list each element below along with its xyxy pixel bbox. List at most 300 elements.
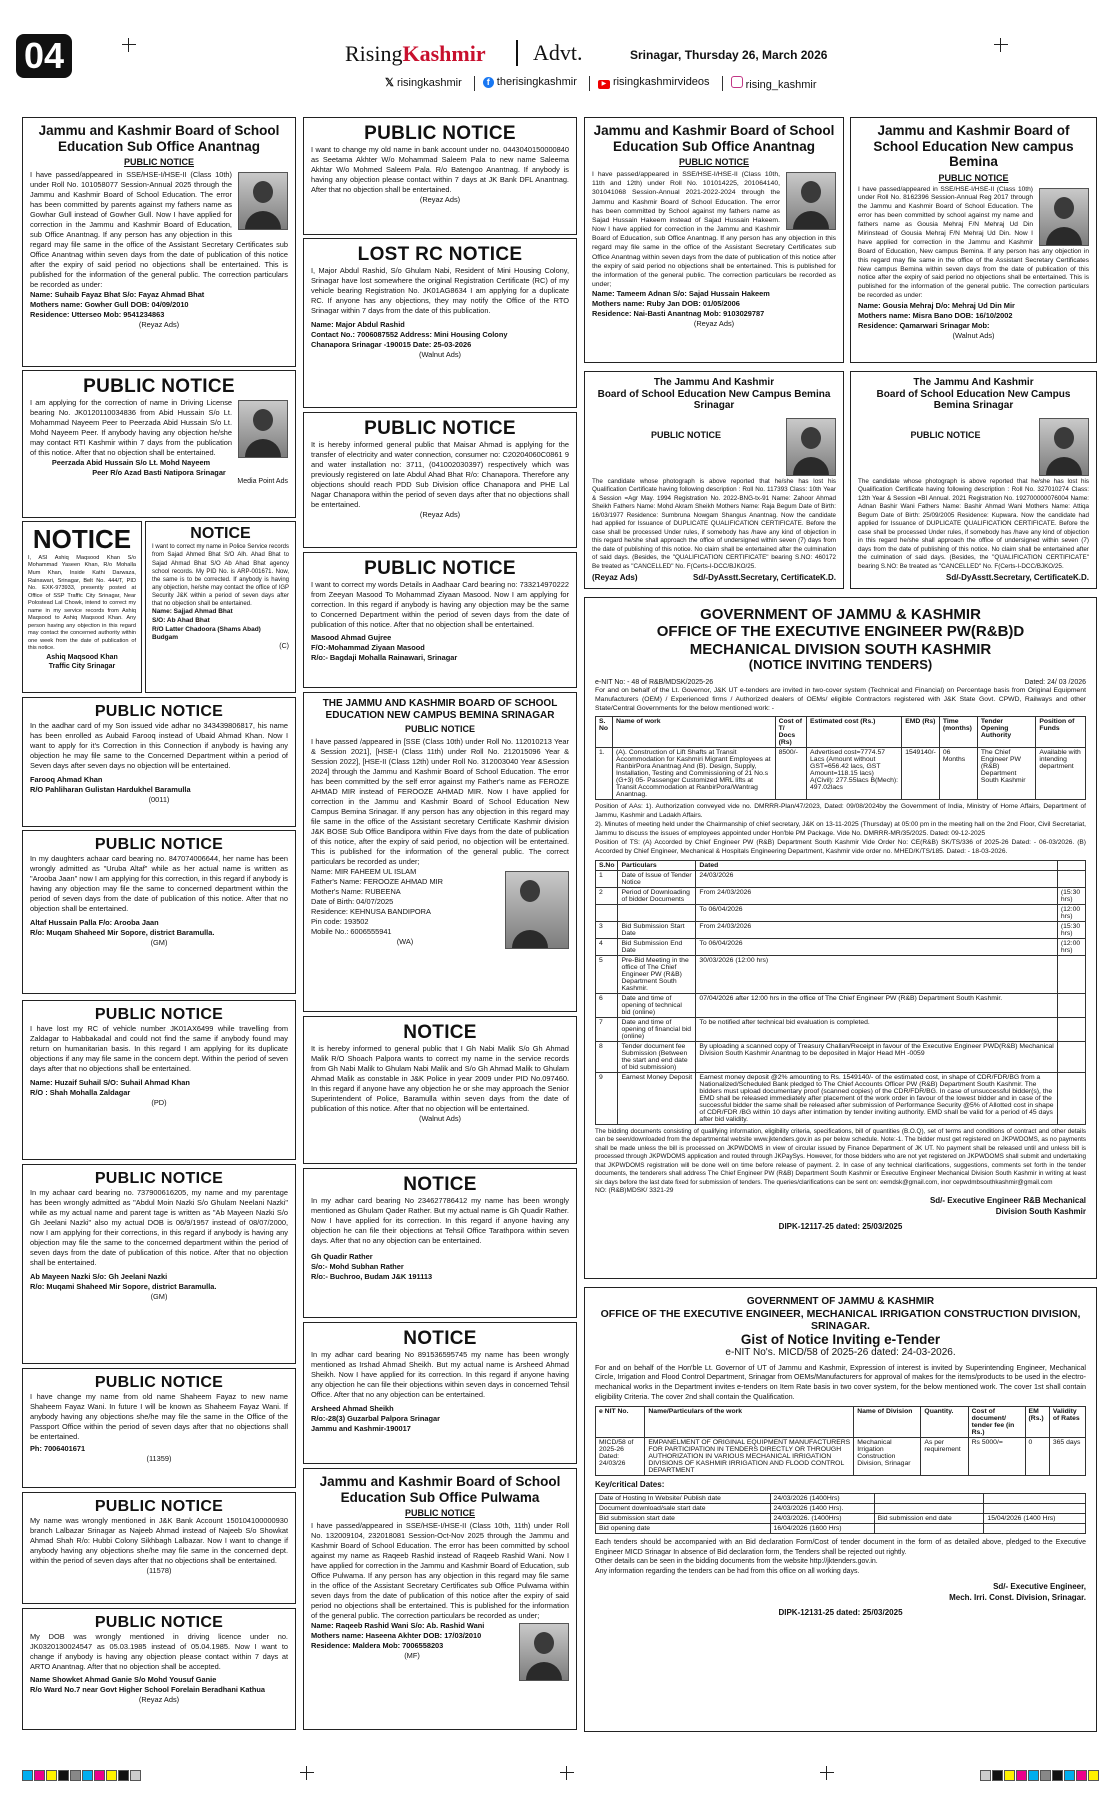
registration-mark-icon bbox=[560, 1766, 574, 1780]
applicant-name: Name: Raqeeb Rashid Wani S/o: Ab. Rashid Wani bbox=[311, 1620, 485, 1630]
applicant-dob: Date of Birth: 04/07/2025 bbox=[311, 896, 394, 906]
tender-notes: The bidding documents consisting of qualifying information, eligibility criteria, specifications, bill of quantities (B.O.Q), set of terms and conditions of contract and other details can be seen/downloaded from the departmental website www.jktenders.gov.in as per below schedule. Note:-1. The bidder must get registered on JKPWDOMS, as no payments shall be made unless the bill is processed on JKPWDOMS in view of circular issued by Finance Department of JK UT. No payment shall be released until and unless bill is processed through JKPWDOMS application and routed through JKPaySys. However, for those bidders who are not yet registered on JKPWDOMS shall submit and undertaking that JKPWDOMS registration will be done well on time before release of payment. 2. In case of any technical clarifications, suggestions, comments set forth in the tender documents, the tenderers shall address The Chief Engineer PW (R&B) Department South Kashmir or Executive Engineer Mechanical Division South Kashmir in writing at least six days before the last date fixed for submission of tenders. The queries/clarifications can be sent on: eemdsk@gmail.com, inor cepwdmbsouthkashmir@gmail.com bbox=[595, 1127, 1086, 1186]
notice-heading: Jammu and Kashmir Board of School Education Sub Office Anantnag bbox=[593, 123, 835, 154]
table-row bbox=[596, 1504, 1086, 1514]
table-row bbox=[596, 938, 1086, 955]
signatory-address: R/O Latter Chadoora (Shams Abad) bbox=[152, 625, 261, 633]
notice-duplicate-certificate-1 bbox=[584, 371, 844, 589]
social-instagram[interactable]: rising_kashmir bbox=[722, 76, 817, 91]
tender-intro: For and on behalf of the Lt. Governor, J&K UT e-tenders are invited in two-cover system (Technical and Financial) on Percentage basis from Original Equipment Manufacturers (OEM) / Experienced firms / Authorized dealers of OEMs/ eligible Contractors registered with J&K State Govt. CPWD, Railways and other State/Central Governments for the below mentioned work: - bbox=[595, 686, 1086, 713]
signatory-office: Traffic City Srinagar bbox=[48, 663, 116, 671]
notice-heading: PUBLIC NOTICE bbox=[94, 1006, 224, 1023]
applicant-photo bbox=[238, 400, 288, 458]
table-cell bbox=[984, 1494, 1086, 1504]
tender-notice-rnb bbox=[584, 597, 1097, 1279]
notice-jkbose-bemina-mehraj bbox=[850, 117, 1097, 363]
table-cell: To be notified after technical bid evaluation is completed. bbox=[696, 1017, 1057, 1041]
tender-date: Dated: 24/ 03 /2026 bbox=[1024, 678, 1086, 686]
notice-body: I have passed/appeared in SSE/HSE-I/HSE-II (Class 10th, 11th) under Roll No. 132009104, 232018081 Session-Oct-Nov 2025 through the Jammu and Kashmir Board of School Education. The error has been committed by school against my name as Raqeeb Rashid instead of Raqeeb Rashid Wani. Now I have applied for correction in the Jammu and Kashmir Board of Education, sub Office Pulwama. If any person has any objection in this regard may file same in the office of the Assistant Secretary Certificates sub Office Pulwama within seven days from the date of publication of this notice after the expiry of said period no objections shall be entertained. This is published for the information of the general public. The correction particulars be recorded as under; bbox=[311, 1521, 569, 1620]
notice-lost-rc bbox=[22, 1000, 296, 1160]
ad-agency: (WA) bbox=[396, 936, 414, 946]
table-cell bbox=[1057, 955, 1085, 993]
table-row bbox=[596, 904, 1086, 921]
notice-body: The candidate whose photograph is above reported that he/she has lost his Qualification Certificate having following description : Roll No. 117393 Class: 10th Year & Session =Agr May. 1994 Registration No. 2022-BNG-tx-91 Name: Zahoor Ahmad Sheikh Fathers Name: Mohd Akram Sheikh Mothers Name: Raja Begum Date of Birth: 16/03/1977 Residence: Sumbruna Nowgam Shangus Anantnag. Now the candidate had applied for Issuance of DUPLICATE QUALIFICATION CERTIFICATE. Before the case shall be processed Under rules, if somebody has /have any kind of objection in this regard he/she shall approach the office of undersigned within seven (7) days from the date of publishing of this notice. No claim shall be entertained after the culmination of said days. (Besides, the "QUALIFICATION CERTIFICATE" bearing S.NO: 460172 Be treated as "CANCELLED" No. F(Certs-I-DCC/BJKO/25. bbox=[592, 477, 836, 570]
notice-heading: LOST RC NOTICE bbox=[357, 244, 523, 265]
signatory: Peerzada Abid Hussain S/o Lt. Mohd Nayeem bbox=[51, 457, 211, 467]
table-cell: (15:30 hrs) bbox=[1057, 887, 1085, 904]
column-header: EM (Rs.) bbox=[1025, 1406, 1049, 1437]
tender-work-table bbox=[595, 716, 1086, 800]
signatory-region: Jammu and Kashmir-190017 bbox=[311, 1423, 411, 1433]
table-row bbox=[596, 1524, 1086, 1534]
table-header-row bbox=[596, 860, 1086, 870]
notice-body: I am applying for the correction of name in Driving License bearing No. JK0120110034836 from Abid Hussain S/o Lt. Mohammad Nayeem Peer to Peerzada Abid Hussain S/o Lt. Mohd Nayeem Peer. If anybody having any objection he/she may contact RTI Kashmir within 7 days from the publication of this notice. After that no objection shall be entertained. bbox=[30, 397, 232, 457]
table-cell: 07/04/2026 after 12:00 hrs in the office of The Chief Engineer PW (R&B) Department South Kashmir. bbox=[696, 993, 1057, 1017]
table-cell: Rs 5000/= bbox=[968, 1437, 1025, 1475]
applicant-name: Name: MIR FAHEEM UL ISLAM bbox=[311, 866, 417, 876]
column-header: Name/Particulars of the work bbox=[645, 1406, 854, 1437]
applicant-photo bbox=[1039, 188, 1089, 246]
applicant-mother: Mothers name: Haseena Akhter DOB: 17/03/2010 bbox=[311, 1630, 482, 1640]
table-cell: (15:30 hrs) bbox=[1057, 921, 1085, 938]
notice-aadhar-son bbox=[22, 697, 296, 827]
signatory: Name: Major Abdul Rashid bbox=[311, 319, 405, 329]
signatory-district: Budgam bbox=[152, 634, 178, 642]
notice-aadhar-sheikh bbox=[303, 1322, 577, 1464]
table-cell: 06 Months bbox=[939, 748, 977, 800]
tender-nit-number: e-NIT No: - 48 of R&B/MDSK/2025-26 bbox=[595, 678, 714, 686]
ad-agency: (GM) bbox=[150, 938, 168, 948]
social-x[interactable]: 𝕏 risingkashmir bbox=[385, 77, 462, 89]
table-cell: 8 bbox=[596, 1041, 618, 1072]
column-header: EMD (Rs) bbox=[902, 717, 940, 748]
dipk-number: DIPK-12117-25 dated: 25/03/2025 bbox=[778, 1221, 903, 1231]
dipk-number: DIPK-12131-25 dated: 25/03/2025 bbox=[778, 1607, 903, 1617]
table-header-row bbox=[596, 717, 1086, 748]
notice-traffic-asi bbox=[22, 521, 142, 693]
table-cell: 15/04/2026 (1400 Hrs) bbox=[984, 1514, 1086, 1524]
signatory-parent: S/o:- Mohd Subhan Rather bbox=[311, 1261, 404, 1271]
column-header: Particulars bbox=[618, 860, 696, 870]
table-cell: EMPANELMENT OF ORIGINAL EQUIPMENT MANUFACTURERS FOR PARTICIPATION IN TENDERS DIRECTLY OR THROUGH AUTHORIZATION IN VARIOUS MECHANICAL IRRIGATION DIVISIONS OF KASHMIR IRRIGATION AND FLOOD CONTROL DEPARTMENT bbox=[645, 1437, 854, 1475]
notice-body: My name was wrongly mentioned in J&K Bank Account 150104100000930 branch Lalbazar Srinagar as Najeeb Ahmad instead of Najeeb S/o Showkat Ahmad Shah R/o: Hubbi Colony Sikhbagh Lalbazar. Now I want to change if anybody having any objections she/he may file same in the concerned dept. within the period of seven days after that no objections shall be entertained. bbox=[30, 1516, 288, 1566]
signatory: Ab Mayeen Nazki S/o: Gh Jeelani Nazki bbox=[30, 1272, 168, 1282]
table-cell: 1549140/- bbox=[902, 748, 940, 800]
signatory-phone: Ph: 7006401671 bbox=[30, 1444, 86, 1454]
registration-mark-icon bbox=[300, 1766, 314, 1780]
signatory: Arsheed Ahmad Sheikh bbox=[311, 1403, 394, 1413]
signatory: Name: Sajjad Ahmad Bhat bbox=[152, 608, 233, 616]
tender-reference-no: NO: (R&B)MDSK/ 3321-29 bbox=[595, 1187, 674, 1195]
notice-body: I have passed/appeared in SSE/HSE-I/HSE-II (Class 10th) under Roll No. 101058077 Session-Annual 2025 through the Jammu and Kashmir Board of School Education. The error has been committed by parents against my fathers name as Gowhar Gull instead of Gowher Gull. Now I have applied for correction in the Jammu and Kashmir Board of Education, sub Office Anantnag. If any person has any objection in this regard may file same in the office of the Assistant Secretary Certificates sub Office Anantnag within seven days from the date of publication of this notice after the expiry of said period no objections shall be entertained. This is published for the information of the general public. The correction particulars be recorded as under: bbox=[30, 170, 288, 289]
applicant-name: Name: Gousia Mehraj D/o: Mehraj Ud Din Mir bbox=[858, 301, 1015, 311]
header-divider bbox=[516, 40, 518, 66]
tender-schedule-table bbox=[595, 860, 1086, 1125]
color-calibration-strip bbox=[22, 1768, 142, 1786]
signatory: Masood Ahmad Gujree bbox=[311, 632, 392, 642]
tender-work-table bbox=[595, 1406, 1086, 1476]
instagram-icon bbox=[731, 76, 743, 88]
table-cell: 7 bbox=[596, 1017, 618, 1041]
notice-jkbose-bemina-mir bbox=[303, 692, 577, 1012]
youtube-icon: ▶ bbox=[598, 80, 610, 89]
table-cell bbox=[1057, 1017, 1085, 1041]
table-row bbox=[596, 887, 1086, 904]
table-cell bbox=[1057, 870, 1085, 887]
ad-agency: (GM) bbox=[150, 1292, 168, 1302]
notice-jkbose-pulwama bbox=[303, 1468, 577, 1730]
signatory-address: R/o Ward No.7 near Govt Higher School Forelain Beradhani Kathua bbox=[30, 1685, 266, 1695]
table-cell: From 24/03/2026 bbox=[696, 887, 1057, 904]
notice-subheading: PUBLIC NOTICE bbox=[123, 157, 194, 168]
applicant-residence: Residence: KEHNUSA BANDIPORA bbox=[311, 906, 431, 916]
signatory-address: R/o:- Bagdaji Mohalla Rainawari, Srinagar bbox=[311, 652, 458, 662]
ad-agency: (Reyaz Ads) bbox=[693, 319, 735, 329]
notice-body: In my adhar card bearing No 891536595745 my name has been wrongly mentioned as Irshad Ahmad Sheikh. But my actual name is Arsheed Ahmad Sheikh. Now I have applied for its correction. In this regard if anyone having any objection he can file their objections within seven days in concerned Tehsil Office. After that no any objection can be entertained. bbox=[311, 1349, 569, 1399]
table-cell: To 06/04/2026 bbox=[696, 904, 1057, 921]
applicant-name: Name: Suhaib Fayaz Bhat S/o: Fayaz Ahmad Bhat bbox=[30, 289, 205, 299]
applicant-pin: Pin code: 193502 bbox=[311, 916, 369, 926]
notice-body: In my adhar card bearing No 234627786412 my name has been wrongly mentioned as Ghulam Qader Rather. But my actual name is Gh Quadir Rather. Now I have applied for its correction. In this regard if anyone having any objection he can file their objections at Tehsil Office Tarathpora within seven days. After that no any objection can be entertained. bbox=[311, 1195, 569, 1245]
applicant-photo bbox=[519, 1623, 569, 1681]
notice-heading: PUBLIC NOTICE bbox=[94, 1498, 224, 1515]
notice-driving-license bbox=[22, 370, 296, 518]
table-cell: Mechanical Irrigation Construction Division, Srinagar bbox=[854, 1437, 921, 1475]
table-cell: 9 bbox=[596, 1072, 618, 1124]
notice-subheading: PUBLIC NOTICE bbox=[650, 429, 721, 440]
column-header: Position of Funds bbox=[1036, 717, 1086, 748]
ad-agency: (MF) bbox=[404, 1650, 420, 1660]
applicant-mobile: Mobile No.: 6006555941 bbox=[311, 926, 392, 936]
table-cell: 1. bbox=[596, 748, 613, 800]
ad-agency: (Walnut Ads) bbox=[952, 331, 995, 341]
applicant-mother: Mother's Name: RUBEENA bbox=[311, 886, 401, 896]
applicant-mother: Mothers name: Ruby Jan DOB: 01/05/2006 bbox=[592, 299, 740, 309]
ad-agency: (C) bbox=[279, 643, 289, 651]
applicant-residence: Residence: Qamarwari Srinagar Mob: bbox=[858, 321, 990, 331]
table-cell: 16/04/2026 (1600 Hrs) bbox=[770, 1524, 874, 1534]
notice-heading: PUBLIC NOTICE bbox=[364, 558, 516, 579]
column-header: Cost of T/ Docs (Rs) bbox=[775, 717, 806, 748]
tender-signatory: Sd/- Executive Engineer R&B Mechanical bbox=[929, 1195, 1086, 1205]
column-header: Name of Division bbox=[854, 1406, 921, 1437]
notice-name-change bbox=[22, 1368, 296, 1488]
signatory-contact: Contact No.: 7006087552 Address: Mini Housing Colony bbox=[311, 329, 508, 339]
table-cell bbox=[1057, 1041, 1085, 1072]
applicant-photo bbox=[786, 172, 836, 230]
social-youtube[interactable]: ▶ risingkashmirvideos bbox=[589, 76, 710, 91]
column-header: Cost of document/ tender fee (in Rs.) bbox=[968, 1406, 1025, 1437]
notice-heading: NOTICE bbox=[32, 524, 132, 554]
tender-nit-number: e-NIT No's. MICD/58 of 2025-26 dated: 24-03-2026. bbox=[725, 1347, 956, 1359]
table-cell: Date and time of opening of technical bid (online) bbox=[618, 993, 696, 1017]
table-cell: Pre-Bid Meeting in the office of The Chief Engineer PW (R&B) Department South Kashmir. bbox=[618, 955, 696, 993]
notice-body: In my achaar card bearing no. 737900616205, my name and my parentage has been wrongly admitted as "Abdul Moin Nazki S/o Ghulam Neelani Nazki" while as my actual name and parent tage is written as "Ab Mayeen Nazki S/o Gh Jeelani Nazki" also my actual DOB is 06/9/1957 instead of 08/07/2000, now I am applying for their corrections, in this regard if anybody is having any objection may file the same to the concerned department within the period of seven days from the date of publication of this notice. After that no objection shall be entertained. bbox=[30, 1188, 288, 1268]
table-cell bbox=[618, 904, 696, 921]
table-cell: To 06/04/2026 bbox=[696, 938, 1057, 955]
column-header bbox=[1057, 860, 1085, 870]
column-header: Validity of Rates bbox=[1049, 1406, 1085, 1437]
ad-agency: (Reyaz Ads) bbox=[138, 1695, 180, 1705]
tender-footnote-3: Any information regarding the tenders can be had from this office on all working days. bbox=[595, 1567, 860, 1575]
x-icon: 𝕏 bbox=[385, 77, 394, 89]
tender-meeting-minutes: 2). Minutes of meeting held under the Chairmanship of chief secretary, J&K on 13-11-2025 (Thursday) at 05:00 pm in the meeting hall on the 2nd Floor, Civil Secretariat, Jammu to discuss the issues of employees appointed under Hon'ble PM Package. Vide No. DMRRR-MR/35/2025. Dated: 09-12-2025 bbox=[595, 820, 1086, 837]
table-row bbox=[596, 1072, 1086, 1124]
notice-heading-1: The Jammu And Kashmir bbox=[913, 377, 1034, 388]
signatory-parent: F/O:-Mohammad Ziyaan Masood bbox=[311, 642, 425, 652]
tender-type: (NOTICE INVITING TENDERS) bbox=[748, 656, 933, 672]
table-cell: 6 bbox=[596, 993, 618, 1017]
tender-office: OFFICE OF THE EXECUTIVE ENGINEER PW(R&B)D bbox=[656, 623, 1025, 641]
table-row bbox=[596, 748, 1086, 800]
table-cell: 0 bbox=[1025, 1437, 1049, 1475]
social-bar bbox=[385, 76, 817, 91]
notice-aadhar-nazki bbox=[22, 1164, 296, 1364]
ad-agency: (Walnut Ads) bbox=[418, 1113, 462, 1123]
table-cell: Earnest money deposit @2% amounting to Rs. 1549140/- of the estimated cost, in shape of CDR/FDR/BG from a Nationalized/Scheduled Bank pledged to The Chief Accounts Officer PW (R&B) Department South Kashmir. The bidders must upload documentary proof (scanned copies) of the CDR/FDR/BG. In case of unsuccessful bidder(s), the EMD shall be released immediately after placement of the work order in favour of the lowest bidder and in case of the successful bidder the same shall be released after submission of Performance Security @5% of Allotted cost in shape of CDR/FDR /BG within 10 days after intimation by tender inviting authority. EMD shall be valid for a period of 45 days after bid validity. bbox=[696, 1072, 1057, 1124]
signatory-address: Chanapora Srinagar -190015 Date: 25-03-2026 bbox=[311, 339, 472, 349]
table-cell: 3 bbox=[596, 921, 618, 938]
applicant-photo bbox=[238, 172, 288, 230]
table-cell: Tender document fee Submission (Between the start and end date of bid submission) bbox=[618, 1041, 696, 1072]
notice-heading: Jammu and Kashmir Board of School Education Sub Office Anantnag bbox=[38, 123, 280, 154]
table-cell: (12:00 hrs) bbox=[1057, 938, 1085, 955]
table-row bbox=[596, 870, 1086, 887]
applicant-residence: Residence: Maldera Mob: 7006558203 bbox=[311, 1640, 444, 1650]
signatory: Ashiq Maqsood Khan bbox=[46, 654, 118, 661]
notice-aadhaar-ziyaan bbox=[303, 552, 577, 688]
dateline: Srinagar, Thursday 26, March 2026 bbox=[630, 48, 828, 62]
table-cell: The Chief Engineer PW (R&B) Department South Kashmir bbox=[977, 748, 1035, 800]
table-cell: Bid opening date bbox=[596, 1524, 771, 1534]
notice-heading: NOTICE bbox=[403, 1022, 477, 1043]
signatory-address: R/o: Muqami Shaheed Mir Sopore, district Baramulla. bbox=[30, 1282, 217, 1292]
table-cell: 4 bbox=[596, 938, 618, 955]
tender-ts-position: Position of TS: (A) Accorded by Chief Engineer PW (R&B) Department South Kashmir Vide Order No: CE(R&B) SK/TS/336 of 2025-26 Dated: - 06-03/2026. (B) Accorded by Chief Engineer, Mechanical & Hospitals Engineering Department, Kashmir vide order no. MHED/K/TS/185. Dated: - 18-03-2026. bbox=[595, 838, 1086, 855]
table-cell: Earnest Money Deposit bbox=[618, 1072, 696, 1124]
notice-heading: NOTICE bbox=[403, 1174, 477, 1195]
table-cell: 24/03/2026 bbox=[696, 870, 1057, 887]
ad-agency: (Reyaz Ads) bbox=[592, 573, 638, 582]
table-cell bbox=[1057, 1072, 1085, 1124]
notice-body: I, ASI Ashiq Maqsood Khan S/o Mohammad Yaseen Khan, R/o Mohalla Mum Khan, Inside Kathi Darwaza, Rainawari, Srinagar, Belt No. 444/T, PID No. EXK-973933, presently posted at Office of SSP Traffic City Srinagar, Near Polostead Lal Chowk, intend to correct my name in my service records from Ashiq Maqsood to Ashiq Maqsood Khan. Any person having any objection in this regard may contact the concerned authority within one week from the date of publication of this notice. bbox=[28, 554, 136, 652]
notice-heading: NOTICE bbox=[403, 1328, 477, 1349]
signatory: Name: Huzaif Suhail S/O: Suhail Ahmad Khan bbox=[30, 1078, 190, 1088]
applicant-photo bbox=[505, 871, 569, 949]
brand-rising: Rising bbox=[345, 41, 403, 66]
table-cell: (A). Construction of Lift Shafts at Transit Accommodation for Kashmiri Migrant Employees at RanbirPora Anantnag And (B). Design, Supply, Installation, Testing and Commissioning of 21 No.s (G+3) 05- Passenger Customized MRL lifts at Transit Accommodation at RanbirPora/Wantrag Anantnag. bbox=[613, 748, 776, 800]
notice-body: In my daughters achaar card bearing no. 847074006644, her name has been wrongly admitted as "Uruba Altaf" while as her actual name is written as "Arooba Jaan" now I am applying for this correction, in this regard if anybody is having any objection may file the same to concerned department within the period of seven days from the date of publication of this notice. After that no objection shall be entertained. bbox=[30, 854, 288, 914]
column-header: S.No bbox=[596, 860, 618, 870]
signatory: Altaf Hussain Palla F/o: Arooba Jaan bbox=[30, 918, 159, 928]
tender-footnote-1: Each tenders should be accompanied with an Bid declaration Form/Cost of tender document in the form of as detailed above, pledged to the Executive Engineer MICD Srinagar In absence of Bid declaration form, the Tenders shall be rejected out rightly. bbox=[595, 1539, 1086, 1556]
notice-subheading: PUBLIC NOTICE bbox=[938, 172, 1009, 183]
notice-electricity-transfer bbox=[303, 412, 577, 548]
notice-subheading: PUBLIC NOTICE bbox=[404, 724, 475, 734]
notice-subheading: PUBLIC NOTICE bbox=[404, 1508, 475, 1519]
tender-signatory-division: Division South Kashmir bbox=[995, 1206, 1086, 1216]
tender-notice-micd bbox=[584, 1287, 1097, 1732]
signatory: Gh Quadir Rather bbox=[311, 1251, 373, 1261]
table-cell: Date and time of opening of financial bid (online) bbox=[618, 1017, 696, 1041]
notice-body: My DOB was wrongly mentioned in driving licence under no. JK0320130024547 as 05.03.1985 instead of 05.04.1985. Now I want to change if anybody is having any objection please contact within 7 days at ARTO Anantnag. After that no objection shall be accepted. bbox=[30, 1632, 288, 1672]
column-header: Tender Opening Authority bbox=[977, 717, 1035, 748]
notice-heading: THE JAMMU AND KASHMIR BOARD OF SCHOOL EDUCATION NEW CAMPUS BEMINA SRINAGAR bbox=[322, 698, 558, 721]
color-calibration-strip bbox=[980, 1768, 1100, 1786]
masthead bbox=[345, 41, 486, 67]
ad-agency: Media Point Ads bbox=[237, 477, 288, 485]
ad-agency: (11359) bbox=[146, 1454, 172, 1464]
notice-heading: NOTICE bbox=[190, 525, 251, 542]
notice-heading: Jammu and Kashmir Board of School Education New campus Bemina bbox=[873, 123, 1074, 170]
signatory-address: R/O Pahliharan Gulistan Hardukhel Baramulla bbox=[30, 785, 191, 795]
applicant-residence: Residence: Nai-Basti Anantnag Mob: 9103029787 bbox=[592, 309, 765, 319]
notice-body: I have change my name from old name Shaheem Fayaz to new name Shaheem Fayaz Wani. In future I will be known as Shaheem Fayaz Wani. If anybody having any objections she/he may file the same in the Office of the Passport Office within the period of seven days after that no objections shall be entertained. bbox=[30, 1392, 288, 1442]
key-dates-heading: Key/critical Dates: bbox=[595, 1479, 665, 1489]
table-header-row bbox=[596, 1406, 1086, 1437]
notice-heading-2: Board of School Education New Campus Bemina Srinagar bbox=[876, 388, 1071, 411]
applicant-residence: Residence: Utterseo Mob: 9541234863 bbox=[30, 309, 165, 319]
signatory-address: R/o: Muqam Shaheed Mir Sopore, district Baramulla. bbox=[30, 928, 215, 938]
notice-subheading: PUBLIC NOTICE bbox=[678, 157, 749, 168]
table-cell bbox=[984, 1524, 1086, 1534]
column-header: S. No bbox=[596, 717, 613, 748]
tender-division: MECHANICAL DIVISION SOUTH KASHMIR bbox=[689, 640, 992, 658]
tender-intro: For and on behalf of the Hon'ble Lt. Governor of UT of Jammu and Kashmir, Expression of interest is invited by Superintending Engineer, Mechanical Circle, Irrigation and Flood Control Department, Srinagar from OEMs/Manufacturers for approval of makes for the items/products to be used in the electro-mechanical works in the Department invites e-tenders on Item Rate basis in two cover system, for the below mentioned work. The cover 1st shall contain eligibility Criteria. The cover 2nd shall contain the Qualification. bbox=[595, 1362, 1086, 1401]
table-cell: 365 days bbox=[1049, 1437, 1085, 1475]
notice-heading-1: The Jammu And Kashmir bbox=[653, 377, 775, 388]
signatory-address: R/o:-28(3) Guzarbal Palpora Srinagar bbox=[311, 1413, 440, 1423]
signatory: Farooq Ahmad Khan bbox=[30, 775, 103, 785]
table-cell bbox=[874, 1504, 984, 1514]
table-cell: Advertised cost=7774.57 Lacs (Amount without GST=656.42 lacs, GST Amount=118.15 lacs) A(Civil): 277.55lacs B(Mech): 497.02lacs bbox=[807, 748, 902, 800]
tender-footnote-2: Other details can be seen in the bidding documents from the website http://jktenders.gov.in. bbox=[595, 1558, 878, 1566]
signatory: Sd/-DyAsstt.Secretary, CertificateK.D. bbox=[945, 573, 1089, 582]
tender-title: Gist of Notice Inviting e-Tender bbox=[740, 1331, 941, 1347]
notice-body: I want to correct my words Details in Aadhaar Card bearing no: 733214970222 from Zeeyan Masood To Mohammad Ziyaan Masood. Now I am applying for correction. In this regard if anybody is having any objection may be the same to Concerned Department within the period of seven days from the date of publication of this notice. After that no objection shall be entertained. bbox=[311, 579, 569, 629]
table-cell bbox=[1057, 993, 1085, 1017]
notice-heading: Jammu and Kashmir Board of School Education Sub Office Pulwama bbox=[319, 1474, 561, 1505]
tender-govt: GOVERNMENT OF JAMMU & KASHMIR bbox=[700, 606, 981, 623]
table-cell: Period of Downloading of bidder Documents bbox=[618, 887, 696, 904]
table-row bbox=[596, 955, 1086, 993]
notice-heading: PUBLIC NOTICE bbox=[83, 376, 235, 397]
notice-lost-rc-major bbox=[303, 238, 577, 408]
notice-body: It is hereby informed general public that Maisar Ahmad is applying for the transfer of electricity and water connection, consumer no: C20204060C0861 9 and water installation no: 3711, (041002030397) respectively which was previously registered on late Abdul Ahad Bhat R/o: Chanapora. Therefore any objections should reach PDD Sub Division office Chanapora and PHE Lal Nagar Chanapora within the period of seven days after that no objections shall be entertained. bbox=[311, 439, 569, 509]
table-row bbox=[596, 1041, 1086, 1072]
ad-agency: (11578) bbox=[146, 1566, 172, 1576]
page-number: 04 bbox=[23, 35, 65, 76]
notice-driving-license-dob bbox=[22, 1608, 296, 1730]
table-cell: 5 bbox=[596, 955, 618, 993]
page-number-badge bbox=[16, 34, 72, 78]
table-cell: 8500/- bbox=[775, 748, 806, 800]
registration-mark-icon bbox=[122, 38, 136, 52]
column-header: Quantity. bbox=[921, 1406, 968, 1437]
ad-agency: (0011) bbox=[148, 795, 170, 805]
notice-body: I, Major Abdul Rashid, S/o Ghulam Nabi, Resident of Mini Housing Colony, Srinagar have lost somewhere the original Registration Certificate (RC) of my vehicle bearing Registration No. JK01AG8634 I am applying for a duplicate RC. If anyone has any objections, they may notify the Office of the RTO Srinagar within 7 days from the date of this publication. bbox=[311, 265, 569, 315]
table-cell: Document download/sale start date bbox=[596, 1504, 771, 1514]
registration-mark-icon bbox=[820, 1766, 834, 1780]
signatory-address: Peer R/o Azad Basti Natipora Srinagar bbox=[92, 467, 226, 477]
table-cell: MICD/58 of 2025-26 Dated: 24/03/26 bbox=[596, 1437, 645, 1475]
table-cell: 2 bbox=[596, 887, 618, 904]
notice-heading: PUBLIC NOTICE bbox=[94, 1374, 224, 1391]
applicant-photo bbox=[786, 418, 836, 476]
signatory-address: R/O : Shah Mohalla Zaldagar bbox=[30, 1088, 131, 1098]
notice-heading: PUBLIC NOTICE bbox=[364, 123, 516, 144]
ad-agency: (Reyaz Ads) bbox=[138, 319, 180, 329]
tender-aa-position: Position of AAs: 1). Authorization conveyed vide no. DMRRR-Plan/47/2023, Dated: 09/08/2024by the Government of India, Ministry of Home Affairs, Department of Jammu, Kashmir and Ladakh Affairs. bbox=[595, 803, 1086, 820]
ad-agency: (Reyaz Ads) bbox=[419, 194, 461, 204]
column-header: Time (months) bbox=[939, 717, 977, 748]
signatory-address: R/o:- Buchroo, Budam J&K 191113 bbox=[311, 1271, 433, 1281]
brand-kashmir: Kashmir bbox=[402, 41, 486, 66]
table-cell: 24/03/2026 (1400Hrs) bbox=[770, 1494, 874, 1504]
notice-bank-account bbox=[22, 1492, 296, 1604]
table-cell: Available with intending department bbox=[1036, 748, 1086, 800]
notice-duplicate-certificate-2 bbox=[850, 371, 1097, 589]
notice-heading: PUBLIC NOTICE bbox=[94, 1170, 224, 1187]
signatory-parent: S/O: Ab Ahad Bhat bbox=[152, 616, 210, 624]
table-cell: 24/03/2026. (1400Hrs) bbox=[770, 1514, 874, 1524]
table-cell: Date of Hosting In Website/ Publish date bbox=[596, 1494, 771, 1504]
notice-jkbose-anantnag-2 bbox=[584, 117, 844, 363]
notice-heading: PUBLIC NOTICE bbox=[364, 418, 516, 439]
section-title: Advt. bbox=[533, 40, 583, 65]
notice-body: I want to change my old name in bank account under no. 0443040150000840 as Seetama Akhter W/o Mohammad Saleem Pala to new name Saleema Akhtar W/o Mohmed Saleem Pala. R/o Batengoo Anantnag. If anybody is having any objection please contact within 7 days at JK Bank DFL Anantnag. After that no objection shall be entertained. bbox=[311, 144, 569, 194]
notice-body: I want to correct my name in Police Service records from Sajad Ahmed Bhat S/O Alh. Ahad Bhat to Sajad Ahmad Bhat S/O Ab Ahad Bhat agency school records. My PID No. is ARP-001671. Now, the same is to be corrected. If anybody is having any objection, he/she may contact the office of IGP Security J&K within a period of seven days after that no objection shall be entertained. bbox=[152, 544, 289, 608]
table-cell: Date of Issue of Tender Notice bbox=[618, 870, 696, 887]
table-cell: 30/03/2026 (12:00 hrs) bbox=[696, 955, 1057, 993]
table-cell: By uploading a scanned copy of Treasury Challan/Receipt in favour of the Executive Engineer PWD(R&B) Mechanical Division South Kashmir Anantnag to be deposited in Major Head MH -0059 bbox=[696, 1041, 1057, 1072]
table-cell: 24/03/2026 (1400 Hrs). bbox=[770, 1504, 874, 1514]
notice-heading-2: Board of School Education New Campus Bemina Srinagar bbox=[597, 388, 831, 411]
applicant-photo bbox=[1039, 418, 1089, 476]
column-header: e NIT No. bbox=[596, 1406, 645, 1437]
table-cell: Bid Submission End Date bbox=[618, 938, 696, 955]
notice-body: I have passed/appeared in SSE/HSE-I/HSE-II (Class 10th, 11th and 12th) under Roll No. 101014225, 201064140, 301041068 Session-Annual 2021-2022-2024 through the Jammu and Kashmir Board of School Education. The error has been committed by School against my fathers name as Sajad Hussain Hakeem instead of Sajad Hussain Hakeem. Now I have applied for correction in the Jammu and Kashmir Board of Education, sub Office Anantnag. If any person has any objection in this regard may file same in the office of the Assistant Secretary Certificates sub Office Anantnag within seven days from the date of publication of this notice after the expiry of said period no objections shall be entertained. This is published for the information of the general public. The correction particulars be recorded as under; bbox=[592, 171, 836, 289]
table-cell bbox=[874, 1524, 984, 1534]
table-cell: Bid submission start date bbox=[596, 1514, 771, 1524]
column-header: Estimated cost (Rs.) bbox=[807, 717, 902, 748]
notice-body: In the aadhar card of my Son issued vide adhar no 343439806817, his name has been enrolled as Aubaid Farooq instead of Ubaid Ahmad Khan. Now I want to apply for it's Correction in this Connection if anybody is having any objection he may file same to the Concerned Department within a period of Seven days after seven days no objection will be entertained. bbox=[30, 721, 288, 771]
notice-police-service bbox=[145, 521, 296, 693]
signatory: Name Showket Ahmad Ganie S/o Mohd Yousuf Ganie bbox=[30, 1675, 217, 1685]
applicant-name: Name: Tameem Adnan S/o: Sajad Hussain Hakeem bbox=[592, 289, 770, 299]
social-facebook[interactable]: f therisingkashmir bbox=[474, 76, 577, 91]
ad-agency: (Reyaz Ads) bbox=[419, 509, 461, 519]
facebook-icon: f bbox=[483, 77, 494, 88]
table-cell: 1 bbox=[596, 870, 618, 887]
notice-body: It is hereby informed to general public that I Gh Nabi Malik S/o Gh Ahmad Malik R/O Shoach Palpora wants to correct my name in the service records from Gh Nabi Malik to Ghulam Nabi Malik and S/o Gh Ahmad Malik to Ghulam Ahmad Malik as constable in J&K Police in year 2009 under PID No.097460. In this regard if anyone have any objection he or she may approach the Senior Superintendent of Police, Baramulla within seven days from the date of publication of this notice. After that no objection will be entertained. bbox=[311, 1043, 569, 1113]
notice-subheading: PUBLIC NOTICE bbox=[910, 429, 981, 440]
table-cell: As per requirement bbox=[921, 1437, 968, 1475]
table-cell: (12:00 hrs) bbox=[1057, 904, 1085, 921]
tender-signatory: Sd/- Executive Engineer, bbox=[993, 1582, 1086, 1592]
registration-mark-icon bbox=[994, 38, 1008, 52]
key-dates-table bbox=[595, 1493, 1086, 1534]
applicant-mother: Mothers name: Gowher Gull DOB: 04/09/2010 bbox=[30, 299, 189, 309]
ad-agency: (Walnut Ads) bbox=[418, 349, 462, 359]
table-cell: Bid Submission Start Date bbox=[618, 921, 696, 938]
notice-police-record-malik bbox=[303, 1016, 577, 1164]
applicant-father: Father's Name: FEROOZE AHMAD MIR bbox=[311, 876, 443, 886]
table-cell bbox=[984, 1504, 1086, 1514]
notice-body: I have passed/appeared in SSE/HSE-I/HSE-II (Class 10th) under Roll No. 8162396 Session-Annual Reg 2017 through the Jammu and Kashmir Board of School Education. The error has been committed by school against my name and fathers name as Gousia Mehraj F/N Mehraj Ud Din Mirinstead of Gousia Mehraj F/N Mehraj Ud Din. Now I have applied for correction in the Jammu and Kashmir Board of Education, New campus Bemina. If any person has any objection in this regard may file same in the office of the Assistant Secretary Certificates New campus Bemina within seven days from the date of publication of this notice after the expiry of said period no objections shall be entertained. This is published for the information of the general public. The correction particulars be recorded as under: bbox=[858, 185, 1089, 300]
notice-aadhar-daughter bbox=[22, 830, 296, 994]
table-row bbox=[596, 993, 1086, 1017]
